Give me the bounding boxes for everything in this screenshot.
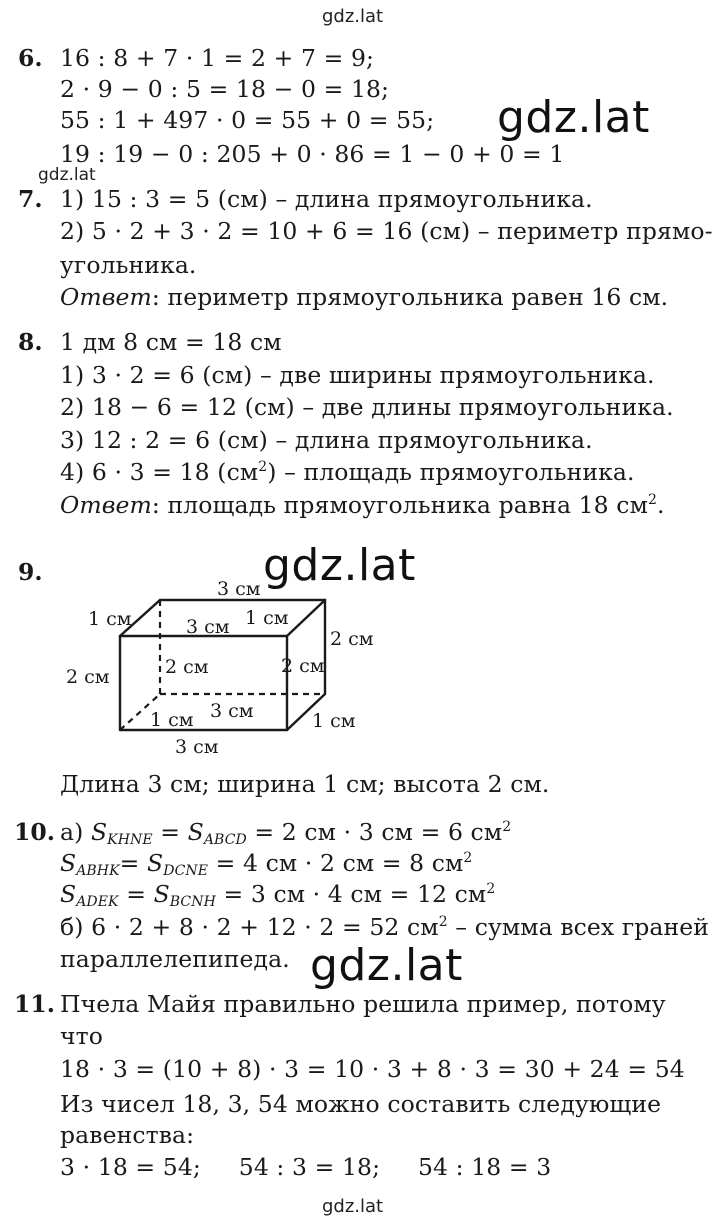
dimension-label: 1 см	[245, 607, 289, 629]
task-line: что	[60, 1022, 103, 1050]
watermark-big: gdz.lat	[263, 540, 416, 591]
task-line: параллелепипеда.	[60, 945, 290, 973]
text: – сумма всех граней	[447, 913, 710, 941]
area-symbol: S	[147, 849, 164, 877]
dimension-label: 2 см	[165, 656, 209, 678]
dimension-label: 3 см	[217, 578, 261, 600]
text: 4) 6 · 3 = 18 (см	[60, 458, 259, 486]
answer-label: Ответ	[60, 283, 152, 311]
area-symbol: S	[153, 880, 170, 908]
dimension-label: 3 см	[186, 616, 230, 638]
superscript: 2	[463, 850, 473, 866]
watermark-top: gdz.lat	[322, 6, 384, 27]
text: ) – площадь прямоугольника.	[267, 458, 635, 486]
text: =	[118, 880, 154, 908]
dimension-label: 1 см	[88, 608, 132, 630]
subscript: ABCD	[203, 832, 247, 848]
task-line: 3) 12 : 2 = 6 (см) – длина прямоугольника.	[60, 426, 593, 454]
subscript: KHNE	[107, 832, 153, 848]
text: б) 6 · 2 + 8 · 2 + 12 · 2 = 52 см	[60, 913, 439, 941]
text: =	[119, 849, 148, 877]
area-symbol: S	[60, 880, 77, 908]
task-line: 18 · 3 = (10 + 8) · 3 = 10 · 3 + 8 · 3 = 30 + 24 = 54	[60, 1055, 685, 1083]
area-symbol: S	[90, 818, 108, 846]
watermark-big: gdz.lat	[310, 940, 463, 991]
task-number: 9.	[18, 558, 43, 586]
superscript: 2	[258, 459, 268, 475]
watermark-big: gdz.lat	[497, 92, 650, 143]
dimension-label: 2 см	[66, 666, 110, 688]
text: а)	[60, 818, 91, 846]
edge	[287, 600, 325, 636]
watermark-small-left: gdz.lat	[38, 165, 96, 185]
task-line: 2) 5 · 2 + 3 · 2 = 10 + 6 = 16 (см) – периметр прямо-	[60, 217, 713, 245]
task-line: 2) 18 − 6 = 12 (см) – две длины прямоугольника.	[60, 393, 674, 421]
dimension-label: 3 см	[210, 700, 254, 722]
superscript: 2	[438, 914, 448, 930]
superscript: 2	[502, 819, 512, 835]
task-line	[60, 913, 709, 941]
task-line: 1) 15 : 3 = 5 (см) – длина прямоугольника.	[60, 185, 593, 213]
watermark-bottom: gdz.lat	[322, 1196, 384, 1217]
task-line: 3 · 18 = 54; 54 : 3 = 18; 54 : 18 = 3	[60, 1153, 552, 1181]
task-line: 1) 3 · 2 = 6 (см) – две ширины прямоугольника.	[60, 361, 655, 389]
dimension-label: 2 см	[330, 628, 374, 650]
text: = 4 см · 2 см = 8 см	[208, 849, 464, 877]
task-line: 2 · 9 − 0 : 5 = 18 − 0 = 18;	[60, 75, 390, 103]
answer-label: Ответ	[60, 491, 152, 519]
dimension-label: 1 см	[150, 709, 194, 731]
task-line: Из чисел 18, 3, 54 можно составить следующие	[60, 1090, 662, 1118]
task-number: 10.	[14, 818, 55, 846]
area-symbol: S	[187, 818, 204, 846]
text: = 2 см · 3 см = 6 см	[246, 818, 503, 846]
answer-text: : периметр прямоугольника равен 16 см.	[151, 283, 669, 311]
task-line: 1 дм 8 см = 18 см	[60, 328, 282, 356]
area-symbol: S	[60, 849, 77, 877]
dimension-label: 1 см	[312, 710, 356, 732]
dimension-label: 2 см	[281, 655, 325, 677]
task-number: 7.	[18, 185, 43, 213]
superscript: 2	[647, 492, 657, 508]
task-line: равенства:	[60, 1121, 195, 1149]
subscript: ADEK	[76, 894, 119, 910]
text: .	[656, 491, 665, 519]
task-line: Пчела Майя правильно решила пример, потому	[60, 990, 666, 1018]
task-caption: Длина 3 см; ширина 1 см; высота 2 см.	[60, 770, 550, 798]
text: =	[152, 818, 188, 846]
task-line: угольника.	[60, 251, 197, 279]
task-number: 11.	[14, 990, 55, 1018]
subscript: DCNE	[163, 863, 209, 879]
task-line: 19 : 19 − 0 : 205 + 0 · 86 = 1 − 0 + 0 = 1	[60, 140, 565, 168]
task-line: 16 : 8 + 7 · 1 = 2 + 7 = 9;	[60, 44, 375, 72]
task-line: 55 : 1 + 497 · 0 = 55 + 0 = 55;	[60, 106, 435, 134]
task-line	[60, 880, 495, 916]
task-number: 6.	[18, 44, 43, 72]
answer-text: : площадь прямоугольника равна 18 см	[151, 491, 648, 519]
dimension-label: 3 см	[175, 736, 219, 758]
subscript: ABHK	[76, 863, 120, 879]
text: = 3 см · 4 см = 12 см	[215, 880, 487, 908]
superscript: 2	[486, 881, 496, 897]
subscript: BCNH	[169, 894, 216, 910]
task-number: 8.	[18, 328, 43, 356]
